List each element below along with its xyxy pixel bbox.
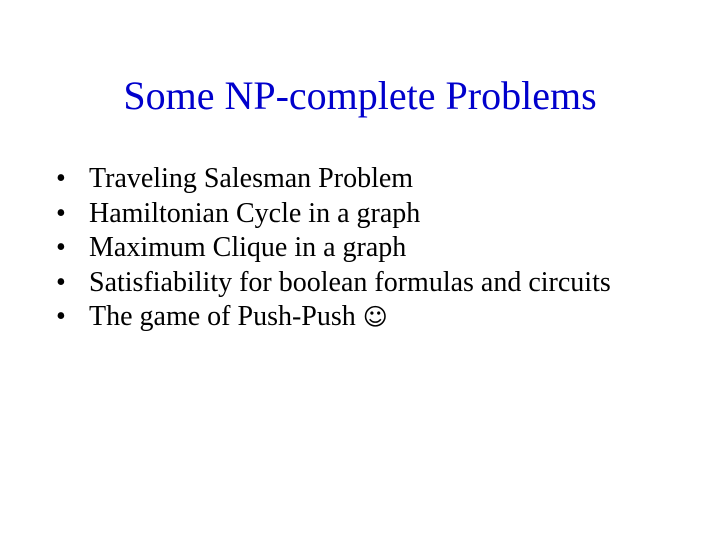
list-item <box>56 197 656 232</box>
slide-title: Some NP-complete Problems <box>123 73 597 118</box>
bullet-text: Traveling Salesman Problem <box>89 163 414 194</box>
bullet-text: Satisfiability for boolean formulas and circuits <box>89 266 611 298</box>
list-item <box>56 231 656 266</box>
bullet-icon: • <box>56 163 66 194</box>
bullet-text: Maximum Clique in a graph <box>89 232 407 263</box>
list-item <box>56 300 656 335</box>
bullet-list <box>56 162 656 335</box>
bullet-text-with-smiley <box>89 300 656 335</box>
smiley-icon: ☺ <box>362 303 388 331</box>
bullet-icon: • <box>56 197 66 229</box>
list-item <box>56 162 656 197</box>
bullet-text: Hamiltonian Cycle in a graph <box>89 197 421 229</box>
bullet-icon: • <box>56 232 66 263</box>
bullet-text: The game of Push-Push <box>89 301 356 332</box>
list-item <box>56 266 656 301</box>
bullet-icon: • <box>56 301 66 332</box>
bullet-icon: • <box>56 266 66 298</box>
